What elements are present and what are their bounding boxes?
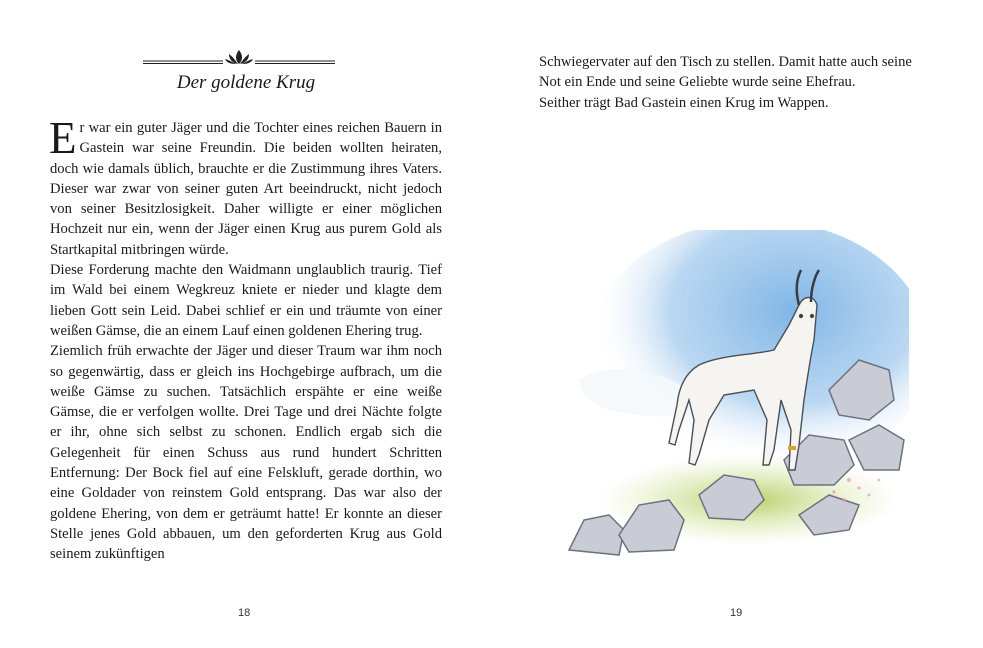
story-text: [49, 113, 442, 565]
right-page: [491, 0, 983, 648]
drop-cap: E: [49, 113, 77, 163]
chamois-illustration: [549, 230, 909, 570]
text-line: Not ein Ende und seine Geliebte wurde seine Ehefrau.: [539, 74, 856, 91]
text-line: Seither trägt Bad Gastein einen Krug im Wappen.: [539, 94, 829, 111]
page-number: 19: [730, 607, 743, 619]
chapter-title: Der goldene Krug: [176, 72, 316, 93]
paragraph: Diese Forderung machte den Waidmann unglaublich traurig. Tief im Wald bei einem Wegkreuz kniete er nieder und klagte dem lieben Gott sein Leid. Dabei schlief er ein und träumte von einer weißen Gämse, die an einem Lauf einen goldenen Ehering trug.: [50, 262, 442, 339]
paragraph: Ziemlich früh erwachte der Jäger und dieser Traum war ihm noch so gegenwärtig, dass er gleich ins Hochgebirge aufbrach, um die weiße Gämse zu suchen. Tatsächlich erspähte er eine weiße Gämse, die er verfolgen wollte. Drei Tage und drei Nächte folgte er ihr, ohne sich selbst zu schonen. Endlich ergab sich die Gelegenheit für einen Schuss aus rund hundert Schritten Entfernung: Der Bock fiel auf eine Felskluft, gerade dorthin, wo eine Goldader von reinstem Gold entsprang. Das war also der goldene Ehering, von dem er geträumt hatte! Er konnte an dieser Stelle jenes Gold abbauen, um den geforderten Krug aus Gold seinem zukünftigen: [50, 343, 442, 563]
golden-ring: [788, 446, 796, 450]
paragraph: Er war ein guter Jäger und die Tochter eines reichen Bauern in Gastein war seine Freundin. Die beiden wollten heiraten, doch wie damals üblich, brauchte er die Zustimmung ihres Vaters. Dieser war zwar von seiner guten Art beeindruckt, nicht jedoch von seiner Besitzlosigkeit. Daher willigte er einer möglichen Hochzeit nur ein, wenn der Jäger einen Krug aus purem Gold als Startkapital mitbringen würde.: [49, 113, 442, 258]
text-line: Schwiegervater auf den Tisch zu stellen. Damit hatte auch seine: [539, 54, 912, 70]
story-continuation: [539, 52, 939, 113]
page-number: 18: [238, 607, 251, 619]
lotus-ornament-icon: [143, 48, 335, 66]
left-page: [0, 0, 491, 648]
